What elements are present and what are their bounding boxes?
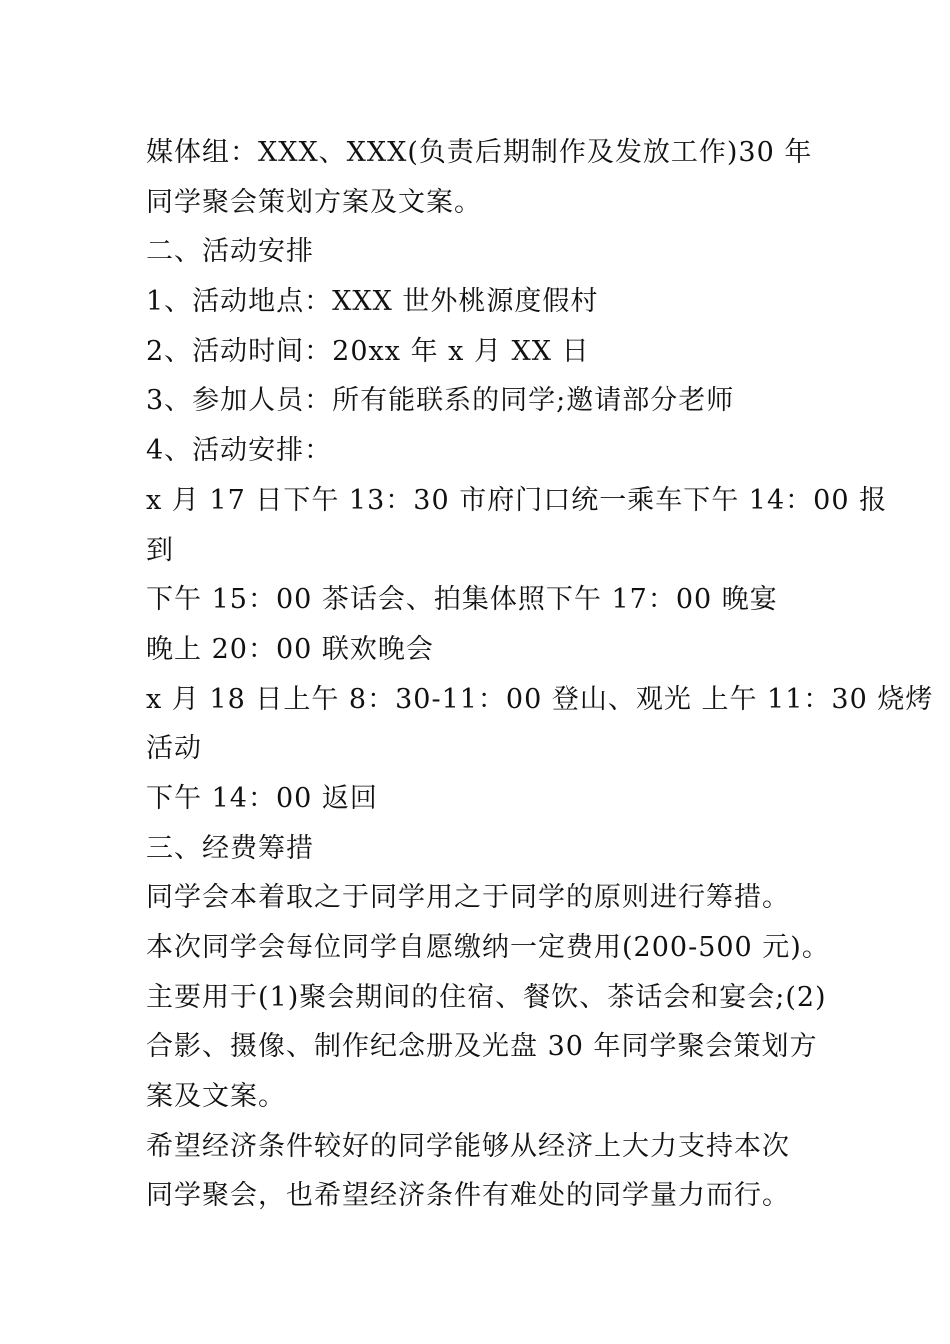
funding-usage-end: 案及文案。: [146, 1081, 286, 1113]
funding-fee: 本次同学会每位同学自愿缴纳一定费用(200-500 元)。: [146, 932, 830, 963]
funding-hope: 希望经济条件较好的同学能够从经济上大力支持本次: [146, 1130, 790, 1162]
schedule-day1-line: x 月 17 日下午 13：30 市府门口统一乘车下午 14：00 报: [146, 484, 888, 516]
schedule-day2-line-cont: 活动: [146, 733, 202, 765]
section-heading-activity-arrangement: 二、活动安排: [146, 236, 314, 268]
activity-time: 2、活动时间：20xx 年 x 月 XX 日: [146, 335, 590, 367]
funding-usage: 主要用于(1)聚会期间的住宿、餐饮、茶话会和宴会;(2): [146, 981, 827, 1013]
activity-location: 1、活动地点：XXX 世外桃源度假村: [146, 286, 599, 318]
document-body: [146, 128, 934, 1221]
media-group-line-cont: 同学聚会策划方案及文案。: [146, 186, 482, 218]
section-heading-funding: 三、经费筹措: [146, 832, 314, 864]
funding-usage-cont: 合影、摄像、制作纪念册及光盘 30 年同学聚会策划方: [146, 1031, 818, 1063]
funding-principle: 同学会本着取之于同学用之于同学的原则进行筹措。: [146, 882, 790, 914]
schedule-afternoon-line: 下午 15：00 茶话会、拍集体照下午 17：00 晚宴: [146, 584, 778, 616]
participants: 3、参加人员：所有能联系的同学;邀请部分老师: [146, 385, 735, 417]
media-group-line: 媒体组：XXX、XXX(负责后期制作及发放工作)30 年: [146, 137, 813, 168]
schedule-day2-line: x 月 18 日上午 8：30-11：00 登山、观光 上午 11：30 烧烤: [146, 683, 934, 715]
schedule-day1-line-cont: 到: [146, 534, 174, 566]
schedule-return-line: 下午 14：00 返回: [146, 782, 378, 814]
funding-hope-cont: 同学聚会，也希望经济条件有难处的同学量力而行。: [146, 1180, 790, 1212]
schedule-evening-line: 晚上 20：00 联欢晚会: [146, 633, 434, 665]
activity-schedule-label: 4、活动安排：: [146, 435, 333, 467]
